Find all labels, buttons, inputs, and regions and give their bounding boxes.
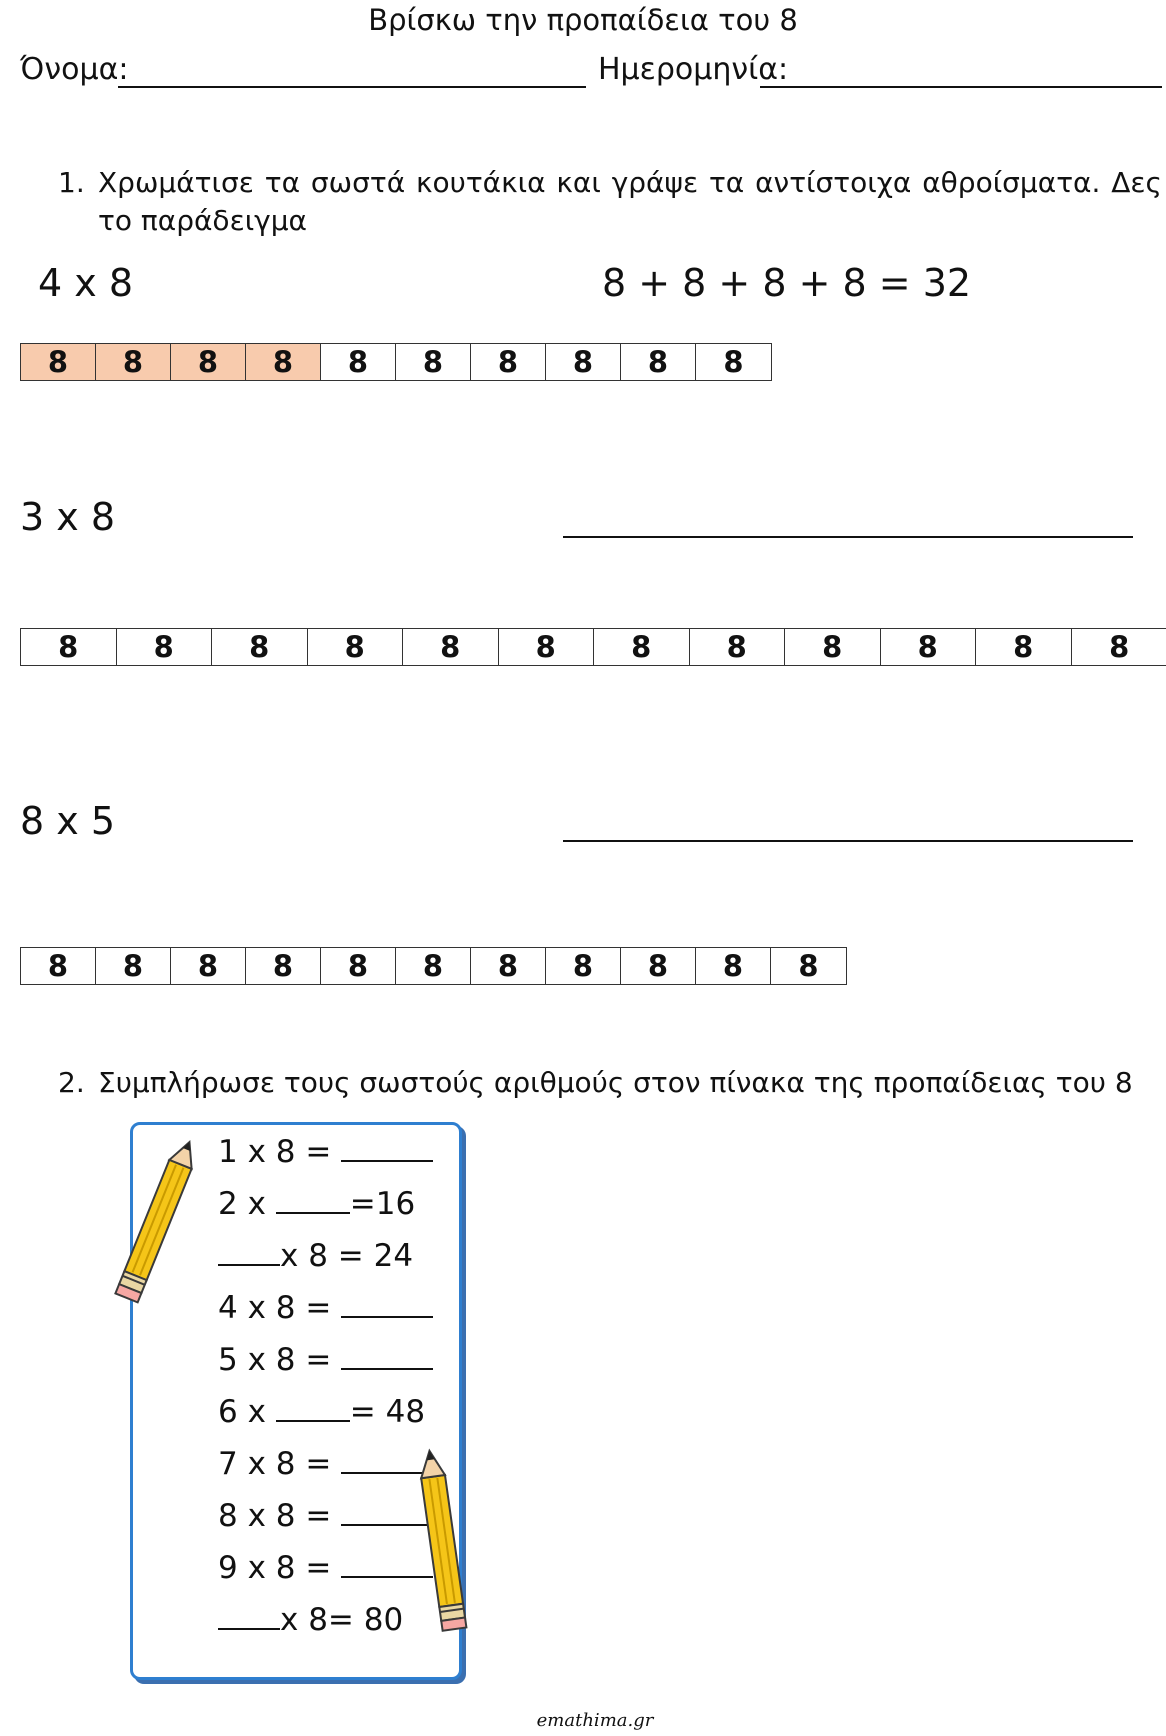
number-box[interactable]: 8 [171, 344, 246, 380]
number-box[interactable]: 8 [690, 629, 786, 665]
problem-b-expression: 8 x 5 [20, 799, 115, 843]
table-line-prefix: 2 x [218, 1186, 276, 1222]
number-box[interactable]: 8 [594, 629, 690, 665]
example-expression: 4 x 8 [38, 261, 133, 305]
table-line-prefix: 6 x [218, 1394, 276, 1430]
number-box[interactable]: 8 [96, 948, 171, 984]
problem-a-expression: 3 x 8 [20, 495, 115, 539]
number-box[interactable]: 8 [21, 629, 117, 665]
number-box[interactable]: 8 [723, 345, 744, 379]
number-box[interactable]: 8 [212, 629, 308, 665]
number-box[interactable]: 8 [117, 629, 213, 665]
table-line-prefix: 9 x 8 = [218, 1550, 342, 1586]
answer-blank[interactable] [276, 1184, 350, 1214]
number-box[interactable]: 8 [396, 344, 471, 380]
name-label: Όνομα: [20, 52, 129, 87]
table-line-suffix: =16 [349, 1186, 416, 1222]
table-line [218, 1548, 433, 1600]
number-box[interactable]: 8 [396, 948, 471, 984]
number-box[interactable]: 8 [1109, 630, 1130, 664]
exercise2-instruction: Συμπλήρωσε τους σωστούς αριθμούς στον πίνακα της προπαίδειας του 8 [98, 1066, 1133, 1099]
number-box[interactable]: 8 [321, 948, 396, 984]
problem-a-answer-line[interactable] [563, 536, 1133, 538]
table-line [218, 1236, 433, 1288]
table-line [218, 1600, 433, 1652]
number-box[interactable]: 8 [696, 948, 771, 984]
problem-b-box-row [20, 947, 847, 985]
example-sum: 8 + 8 + 8 + 8 = 32 [602, 261, 972, 305]
number-box[interactable]: 8 [499, 629, 595, 665]
number-box[interactable]: 8 [21, 948, 96, 984]
number-box[interactable]: 8 [96, 344, 171, 380]
table-line-prefix: 8 x 8 = [218, 1498, 342, 1534]
example-box-row [20, 343, 772, 381]
footer-brand: emathima.gr [536, 1710, 654, 1731]
exercise1-instruction: Χρωμάτισε τα σωστά κουτάκια και γράψε τα αντίστοιχα αθροίσματα. Δες το παράδειγμα [98, 166, 1162, 237]
number-box[interactable]: 8 [798, 949, 819, 983]
pencil-icon [402, 1440, 482, 1640]
table-line-prefix: 4 x 8 = [218, 1290, 342, 1326]
table-line [218, 1132, 433, 1184]
table-line [218, 1392, 433, 1444]
number-box[interactable]: 8 [471, 344, 546, 380]
date-label: Ημερομηνία: [598, 52, 789, 87]
answer-blank[interactable] [341, 1288, 433, 1318]
table-line-suffix: x 8 = 24 [280, 1238, 414, 1274]
number-box[interactable]: 8 [621, 948, 696, 984]
table-line-suffix: = 48 [349, 1394, 426, 1430]
table-line-prefix: 5 x 8 = [218, 1342, 342, 1378]
answer-blank[interactable] [276, 1392, 350, 1422]
exercise1-number: 1. [58, 166, 85, 199]
number-box[interactable]: 8 [308, 629, 404, 665]
times-table-lines [218, 1132, 433, 1652]
table-line [218, 1496, 433, 1548]
table-line-prefix: 7 x 8 = [218, 1446, 342, 1482]
problem-a-box-row [20, 628, 1166, 666]
number-box[interactable]: 8 [471, 948, 546, 984]
answer-blank[interactable] [341, 1340, 433, 1370]
number-box[interactable]: 8 [546, 948, 621, 984]
problem-b-answer-line[interactable] [563, 840, 1133, 842]
number-box[interactable]: 8 [246, 948, 321, 984]
number-box[interactable]: 8 [246, 344, 321, 380]
number-box[interactable]: 8 [546, 344, 621, 380]
number-box[interactable]: 8 [881, 629, 977, 665]
number-box[interactable]: 8 [403, 629, 499, 665]
number-box[interactable]: 8 [171, 948, 246, 984]
date-field[interactable] [760, 86, 1162, 88]
number-box[interactable]: 8 [785, 629, 881, 665]
page-title: Βρίσκω την προπαίδεια του 8 [368, 3, 798, 37]
number-box[interactable]: 8 [21, 344, 96, 380]
table-line [218, 1444, 433, 1496]
exercise2-number: 2. [58, 1066, 85, 1099]
table-line-prefix: 1 x 8 = [218, 1134, 342, 1170]
number-box[interactable]: 8 [621, 344, 696, 380]
table-line-suffix: x 8= 80 [280, 1602, 404, 1638]
table-line [218, 1184, 433, 1236]
answer-blank[interactable] [218, 1236, 280, 1266]
table-line [218, 1340, 433, 1392]
number-box[interactable]: 8 [321, 344, 396, 380]
table-line [218, 1288, 433, 1340]
answer-blank[interactable] [218, 1600, 280, 1630]
number-box[interactable]: 8 [976, 629, 1072, 665]
pencil-icon [108, 1130, 208, 1310]
answer-blank[interactable] [341, 1132, 433, 1162]
name-field[interactable] [118, 86, 586, 88]
